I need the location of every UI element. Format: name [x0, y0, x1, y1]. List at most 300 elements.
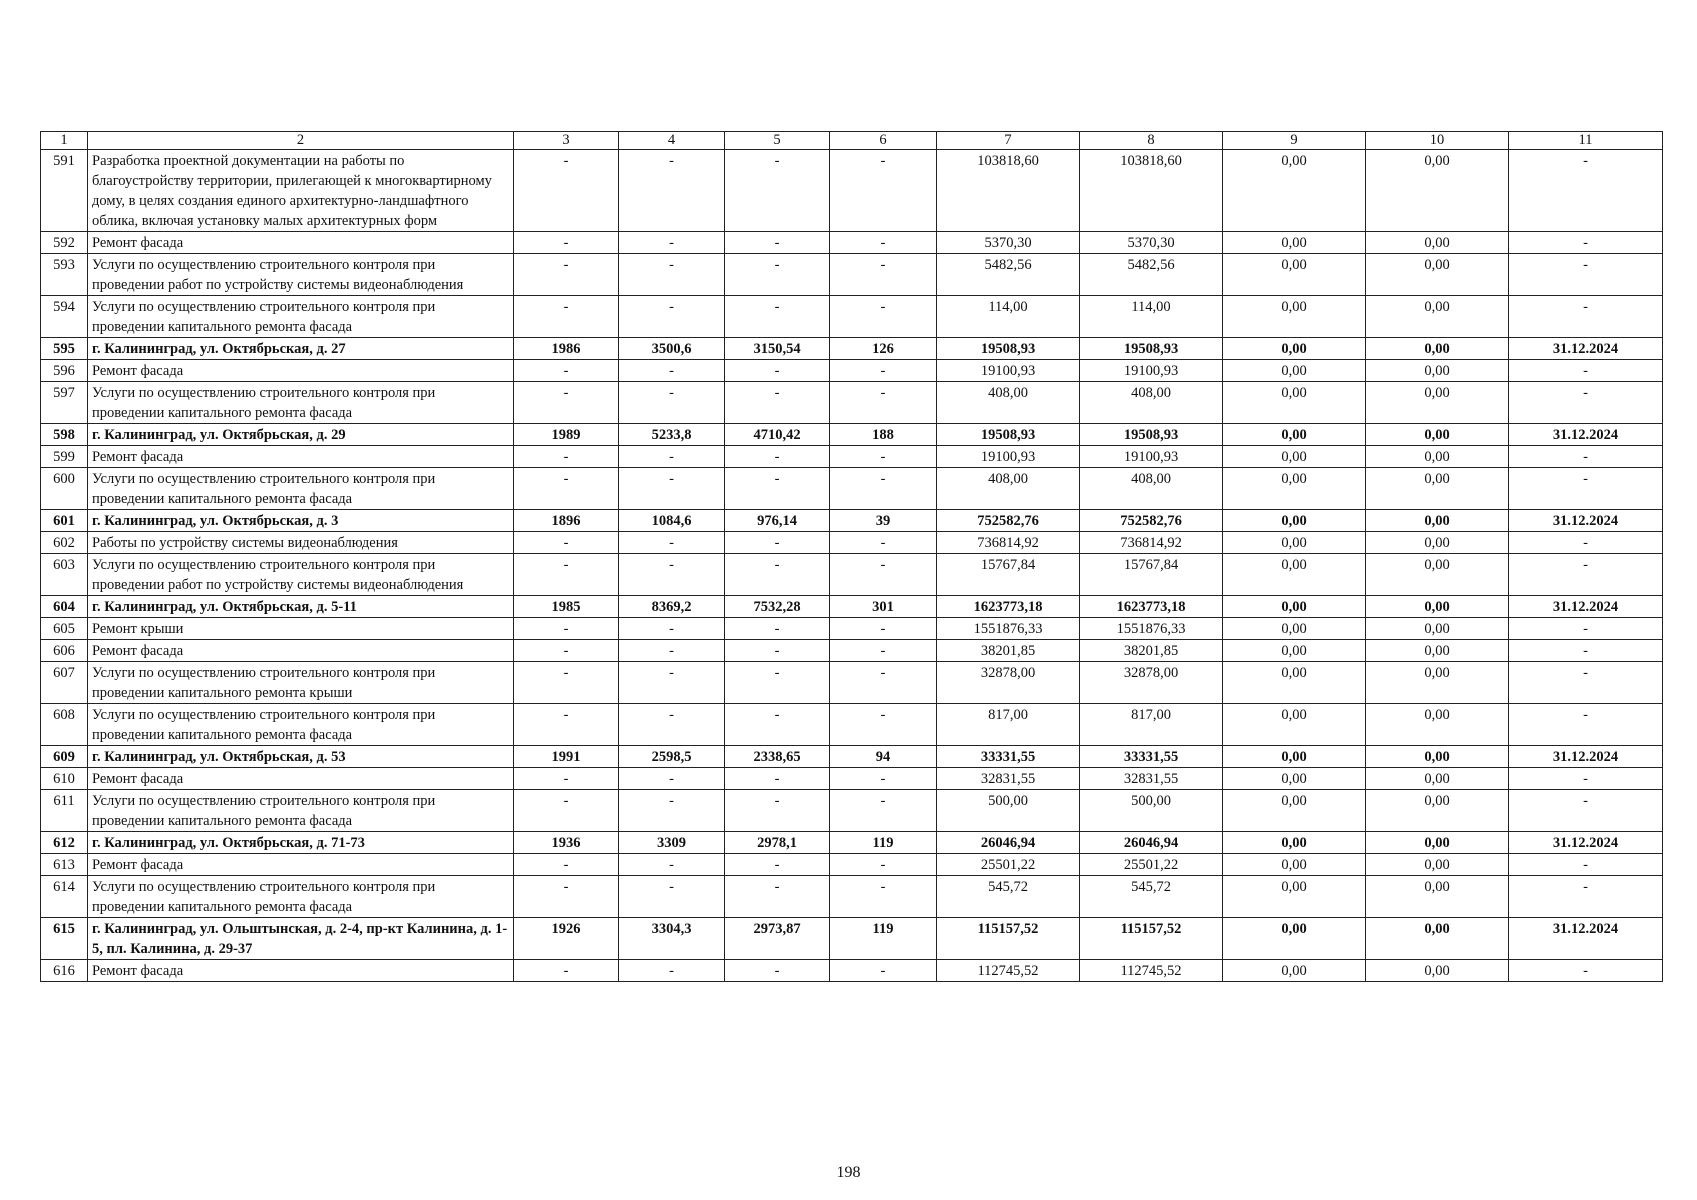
item-name: Ремонт фасада [88, 446, 514, 468]
completion-date: 31.12.2024 [1509, 832, 1663, 854]
total-area: 3500,6 [619, 338, 725, 360]
column-number-row [41, 132, 1663, 150]
fund-cost: 736814,92 [1080, 532, 1223, 554]
residents: - [830, 704, 937, 746]
budget-cost: 0,00 [1223, 296, 1366, 338]
total-cost: 545,72 [937, 876, 1080, 918]
year-built: - [514, 468, 619, 510]
budget-cost: 0,00 [1223, 254, 1366, 296]
table-row [41, 662, 1663, 704]
total-cost: 500,00 [937, 790, 1080, 832]
fund-cost: 19508,93 [1080, 338, 1223, 360]
total-area: - [619, 468, 725, 510]
budget-cost: 0,00 [1223, 662, 1366, 704]
table-row [41, 854, 1663, 876]
year-built: 1926 [514, 918, 619, 960]
row-number: 607 [41, 662, 88, 704]
fund-cost: 103818,60 [1080, 150, 1223, 232]
total-area: - [619, 640, 725, 662]
budget-cost: 0,00 [1223, 854, 1366, 876]
fund-cost: 33331,55 [1080, 746, 1223, 768]
row-number: 592 [41, 232, 88, 254]
year-built: 1986 [514, 338, 619, 360]
completion-date: 31.12.2024 [1509, 596, 1663, 618]
total-area: - [619, 790, 725, 832]
living-area: 2973,87 [725, 918, 830, 960]
living-area: - [725, 618, 830, 640]
completion-date: - [1509, 446, 1663, 468]
row-number: 613 [41, 854, 88, 876]
budget-cost: 0,00 [1223, 618, 1366, 640]
total-cost: 1551876,33 [937, 618, 1080, 640]
row-number: 598 [41, 424, 88, 446]
total-cost: 25501,22 [937, 854, 1080, 876]
item-name: Услуги по осуществлению строительного контроля при проведении капитального ремонта фасада [88, 704, 514, 746]
living-area: 2338,65 [725, 746, 830, 768]
residents: 126 [830, 338, 937, 360]
fund-cost: 500,00 [1080, 790, 1223, 832]
year-built: 1896 [514, 510, 619, 532]
residents: - [830, 532, 937, 554]
table-row [41, 876, 1663, 918]
completion-date: - [1509, 554, 1663, 596]
fund-cost: 545,72 [1080, 876, 1223, 918]
total-cost: 114,00 [937, 296, 1080, 338]
living-area: - [725, 446, 830, 468]
fund-cost: 408,00 [1080, 382, 1223, 424]
budget-cost: 0,00 [1223, 232, 1366, 254]
total-cost: 33331,55 [937, 746, 1080, 768]
total-area: - [619, 382, 725, 424]
residents: - [830, 150, 937, 232]
table-row [41, 360, 1663, 382]
living-area: - [725, 640, 830, 662]
completion-date: - [1509, 150, 1663, 232]
year-built: 1936 [514, 832, 619, 854]
total-area: - [619, 704, 725, 746]
column-number: 6 [830, 132, 937, 150]
total-area: - [619, 618, 725, 640]
year-built: - [514, 296, 619, 338]
other-cost: 0,00 [1366, 446, 1509, 468]
item-name: Работы по устройству системы видеонаблюдения [88, 532, 514, 554]
budget-cost: 0,00 [1223, 468, 1366, 510]
completion-date: - [1509, 640, 1663, 662]
year-built: - [514, 446, 619, 468]
living-area: - [725, 662, 830, 704]
living-area: - [725, 876, 830, 918]
fund-cost: 32878,00 [1080, 662, 1223, 704]
fund-cost: 38201,85 [1080, 640, 1223, 662]
residents: - [830, 640, 937, 662]
table-row [41, 790, 1663, 832]
fund-cost: 752582,76 [1080, 510, 1223, 532]
residents: - [830, 254, 937, 296]
residents: 301 [830, 596, 937, 618]
other-cost: 0,00 [1366, 790, 1509, 832]
item-name: Услуги по осуществлению строительного контроля при проведении работ по устройству системы видеонаблюдения [88, 554, 514, 596]
item-name: Разработка проектной документации на работы по благоустройству территории, прилегающей к многоквартирному дому, в целях создания единого архитектурно-ландшафтного облика, включая установку малых архитектурных форм [88, 150, 514, 232]
item-name: Услуги по осуществлению строительного контроля при проведении работ по устройству системы видеонаблюдения [88, 254, 514, 296]
total-cost: 5370,30 [937, 232, 1080, 254]
table-row [41, 746, 1663, 768]
total-cost: 15767,84 [937, 554, 1080, 596]
row-number: 604 [41, 596, 88, 618]
fund-cost: 408,00 [1080, 468, 1223, 510]
other-cost: 0,00 [1366, 532, 1509, 554]
budget-cost: 0,00 [1223, 768, 1366, 790]
other-cost: 0,00 [1366, 832, 1509, 854]
completion-date: 31.12.2024 [1509, 746, 1663, 768]
year-built: - [514, 360, 619, 382]
item-name: Услуги по осуществлению строительного контроля при проведении капитального ремонта крыши [88, 662, 514, 704]
budget-cost: 0,00 [1223, 746, 1366, 768]
completion-date: 31.12.2024 [1509, 918, 1663, 960]
total-area: - [619, 876, 725, 918]
row-number: 608 [41, 704, 88, 746]
row-number: 597 [41, 382, 88, 424]
completion-date: - [1509, 662, 1663, 704]
residents: - [830, 554, 937, 596]
item-name: Услуги по осуществлению строительного контроля при проведении капитального ремонта фасада [88, 876, 514, 918]
row-number: 594 [41, 296, 88, 338]
column-number: 9 [1223, 132, 1366, 150]
total-cost: 19508,93 [937, 424, 1080, 446]
other-cost: 0,00 [1366, 596, 1509, 618]
total-area: 2598,5 [619, 746, 725, 768]
year-built: - [514, 768, 619, 790]
living-area: - [725, 232, 830, 254]
item-name: Ремонт фасада [88, 768, 514, 790]
other-cost: 0,00 [1366, 960, 1509, 982]
column-number: 7 [937, 132, 1080, 150]
other-cost: 0,00 [1366, 360, 1509, 382]
table-row [41, 640, 1663, 662]
budget-cost: 0,00 [1223, 150, 1366, 232]
total-cost: 32878,00 [937, 662, 1080, 704]
total-cost: 103818,60 [937, 150, 1080, 232]
year-built: - [514, 150, 619, 232]
year-built: - [514, 662, 619, 704]
year-built: - [514, 254, 619, 296]
other-cost: 0,00 [1366, 662, 1509, 704]
item-name: Ремонт фасада [88, 232, 514, 254]
fund-cost: 15767,84 [1080, 554, 1223, 596]
living-area: - [725, 854, 830, 876]
column-number: 4 [619, 132, 725, 150]
other-cost: 0,00 [1366, 640, 1509, 662]
row-number: 602 [41, 532, 88, 554]
fund-cost: 5482,56 [1080, 254, 1223, 296]
residents: - [830, 768, 937, 790]
fund-cost: 115157,52 [1080, 918, 1223, 960]
residents: - [830, 790, 937, 832]
completion-date: - [1509, 532, 1663, 554]
other-cost: 0,00 [1366, 232, 1509, 254]
budget-cost: 0,00 [1223, 360, 1366, 382]
table-row [41, 596, 1663, 618]
budget-cost: 0,00 [1223, 790, 1366, 832]
total-area: - [619, 296, 725, 338]
table-row [41, 424, 1663, 446]
living-area: - [725, 554, 830, 596]
other-cost: 0,00 [1366, 554, 1509, 596]
living-area: - [725, 960, 830, 982]
table-row [41, 532, 1663, 554]
completion-date: - [1509, 790, 1663, 832]
budget-cost: 0,00 [1223, 532, 1366, 554]
completion-date: - [1509, 382, 1663, 424]
living-area: - [725, 150, 830, 232]
table-row [41, 704, 1663, 746]
year-built: - [514, 854, 619, 876]
item-name: г. Калининград, ул. Октябрьская, д. 29 [88, 424, 514, 446]
residents: 188 [830, 424, 937, 446]
budget-cost: 0,00 [1223, 510, 1366, 532]
item-name: Услуги по осуществлению строительного контроля при проведении капитального ремонта фасада [88, 790, 514, 832]
year-built: 1989 [514, 424, 619, 446]
living-area: - [725, 704, 830, 746]
budget-cost: 0,00 [1223, 554, 1366, 596]
living-area: - [725, 382, 830, 424]
table-row [41, 768, 1663, 790]
total-area: - [619, 854, 725, 876]
fund-cost: 19100,93 [1080, 446, 1223, 468]
table-row [41, 510, 1663, 532]
item-name: г. Калининград, ул. Октябрьская, д. 27 [88, 338, 514, 360]
total-area: - [619, 960, 725, 982]
document-sheet [40, 131, 1662, 982]
total-area: 3304,3 [619, 918, 725, 960]
living-area: 3150,54 [725, 338, 830, 360]
table-row [41, 468, 1663, 510]
total-area: - [619, 662, 725, 704]
other-cost: 0,00 [1366, 746, 1509, 768]
total-area: - [619, 360, 725, 382]
total-cost: 408,00 [937, 382, 1080, 424]
total-cost: 817,00 [937, 704, 1080, 746]
budget-cost: 0,00 [1223, 596, 1366, 618]
total-cost: 752582,76 [937, 510, 1080, 532]
total-cost: 1623773,18 [937, 596, 1080, 618]
completion-date: - [1509, 768, 1663, 790]
budget-cost: 0,00 [1223, 876, 1366, 918]
budget-cost: 0,00 [1223, 960, 1366, 982]
residents: - [830, 446, 937, 468]
other-cost: 0,00 [1366, 424, 1509, 446]
table-row [41, 960, 1663, 982]
fund-cost: 112745,52 [1080, 960, 1223, 982]
other-cost: 0,00 [1366, 768, 1509, 790]
item-name: г. Калининград, ул. Октябрьская, д. 71-73 [88, 832, 514, 854]
other-cost: 0,00 [1366, 296, 1509, 338]
row-number: 611 [41, 790, 88, 832]
residents: 39 [830, 510, 937, 532]
item-name: г. Калининград, ул. Октябрьская, д. 5-11 [88, 596, 514, 618]
total-area: 1084,6 [619, 510, 725, 532]
residents: - [830, 468, 937, 510]
column-number: 3 [514, 132, 619, 150]
row-number: 605 [41, 618, 88, 640]
item-name: Ремонт фасада [88, 360, 514, 382]
budget-cost: 0,00 [1223, 382, 1366, 424]
completion-date: - [1509, 296, 1663, 338]
living-area: - [725, 254, 830, 296]
living-area: - [725, 532, 830, 554]
other-cost: 0,00 [1366, 382, 1509, 424]
other-cost: 0,00 [1366, 618, 1509, 640]
item-name: Ремонт крыши [88, 618, 514, 640]
budget-cost: 0,00 [1223, 424, 1366, 446]
living-area: 4710,42 [725, 424, 830, 446]
row-number: 603 [41, 554, 88, 596]
year-built: - [514, 554, 619, 596]
residents: - [830, 232, 937, 254]
year-built: 1991 [514, 746, 619, 768]
residents: - [830, 360, 937, 382]
row-number: 606 [41, 640, 88, 662]
item-name: Ремонт фасада [88, 640, 514, 662]
living-area: - [725, 768, 830, 790]
completion-date: - [1509, 254, 1663, 296]
total-area: 3309 [619, 832, 725, 854]
total-area: - [619, 254, 725, 296]
total-cost: 19508,93 [937, 338, 1080, 360]
fund-cost: 32831,55 [1080, 768, 1223, 790]
column-number: 5 [725, 132, 830, 150]
table-row [41, 296, 1663, 338]
row-number: 593 [41, 254, 88, 296]
fund-cost: 1623773,18 [1080, 596, 1223, 618]
total-area: - [619, 446, 725, 468]
other-cost: 0,00 [1366, 854, 1509, 876]
table-body [41, 132, 1663, 982]
item-name: Ремонт фасада [88, 960, 514, 982]
living-area: - [725, 468, 830, 510]
year-built: - [514, 382, 619, 424]
completion-date: - [1509, 854, 1663, 876]
year-built: - [514, 640, 619, 662]
total-area: 5233,8 [619, 424, 725, 446]
row-number: 601 [41, 510, 88, 532]
completion-date: - [1509, 468, 1663, 510]
row-number: 614 [41, 876, 88, 918]
completion-date: - [1509, 232, 1663, 254]
total-cost: 408,00 [937, 468, 1080, 510]
row-number: 616 [41, 960, 88, 982]
total-cost: 19100,93 [937, 446, 1080, 468]
residents: - [830, 382, 937, 424]
other-cost: 0,00 [1366, 150, 1509, 232]
budget-cost: 0,00 [1223, 918, 1366, 960]
column-number: 2 [88, 132, 514, 150]
repair-program-table [40, 131, 1663, 982]
living-area: - [725, 790, 830, 832]
table-row [41, 832, 1663, 854]
table-row [41, 338, 1663, 360]
column-number: 10 [1366, 132, 1509, 150]
row-number: 615 [41, 918, 88, 960]
fund-cost: 817,00 [1080, 704, 1223, 746]
residents: - [830, 296, 937, 338]
item-name: г. Калининград, ул. Октябрьская, д. 53 [88, 746, 514, 768]
completion-date: 31.12.2024 [1509, 338, 1663, 360]
table-row [41, 150, 1663, 232]
year-built: - [514, 876, 619, 918]
table-row [41, 918, 1663, 960]
other-cost: 0,00 [1366, 254, 1509, 296]
other-cost: 0,00 [1366, 510, 1509, 532]
total-cost: 38201,85 [937, 640, 1080, 662]
other-cost: 0,00 [1366, 918, 1509, 960]
living-area: 976,14 [725, 510, 830, 532]
total-area: - [619, 232, 725, 254]
total-cost: 19100,93 [937, 360, 1080, 382]
other-cost: 0,00 [1366, 338, 1509, 360]
completion-date: - [1509, 960, 1663, 982]
residents: 119 [830, 918, 937, 960]
other-cost: 0,00 [1366, 468, 1509, 510]
total-cost: 736814,92 [937, 532, 1080, 554]
row-number: 596 [41, 360, 88, 382]
living-area: - [725, 296, 830, 338]
column-number: 1 [41, 132, 88, 150]
total-cost: 32831,55 [937, 768, 1080, 790]
total-area: - [619, 150, 725, 232]
table-row [41, 446, 1663, 468]
other-cost: 0,00 [1366, 876, 1509, 918]
table-row [41, 382, 1663, 424]
item-name: Ремонт фасада [88, 854, 514, 876]
total-area: 8369,2 [619, 596, 725, 618]
residents: - [830, 960, 937, 982]
residents: - [830, 876, 937, 918]
table-row [41, 618, 1663, 640]
fund-cost: 26046,94 [1080, 832, 1223, 854]
item-name: Услуги по осуществлению строительного контроля при проведении капитального ремонта фасада [88, 296, 514, 338]
budget-cost: 0,00 [1223, 704, 1366, 746]
table-row [41, 554, 1663, 596]
residents: - [830, 618, 937, 640]
completion-date: 31.12.2024 [1509, 510, 1663, 532]
row-number: 591 [41, 150, 88, 232]
total-cost: 5482,56 [937, 254, 1080, 296]
budget-cost: 0,00 [1223, 640, 1366, 662]
living-area: 7532,28 [725, 596, 830, 618]
other-cost: 0,00 [1366, 704, 1509, 746]
year-built: - [514, 618, 619, 640]
column-number: 11 [1509, 132, 1663, 150]
budget-cost: 0,00 [1223, 338, 1366, 360]
item-name: Услуги по осуществлению строительного контроля при проведении капитального ремонта фасада [88, 382, 514, 424]
row-number: 595 [41, 338, 88, 360]
residents: 119 [830, 832, 937, 854]
completion-date: - [1509, 876, 1663, 918]
table-row [41, 254, 1663, 296]
total-area: - [619, 768, 725, 790]
year-built: - [514, 960, 619, 982]
fund-cost: 1551876,33 [1080, 618, 1223, 640]
completion-date: 31.12.2024 [1509, 424, 1663, 446]
year-built: - [514, 704, 619, 746]
budget-cost: 0,00 [1223, 832, 1366, 854]
table-row [41, 232, 1663, 254]
total-cost: 112745,52 [937, 960, 1080, 982]
item-name: г. Калининград, ул. Ольштынская, д. 2-4, пр-кт Калинина, д. 1-5, пл. Калинина, д. 29-37 [88, 918, 514, 960]
item-name: г. Калининград, ул. Октябрьская, д. 3 [88, 510, 514, 532]
row-number: 599 [41, 446, 88, 468]
living-area: 2978,1 [725, 832, 830, 854]
